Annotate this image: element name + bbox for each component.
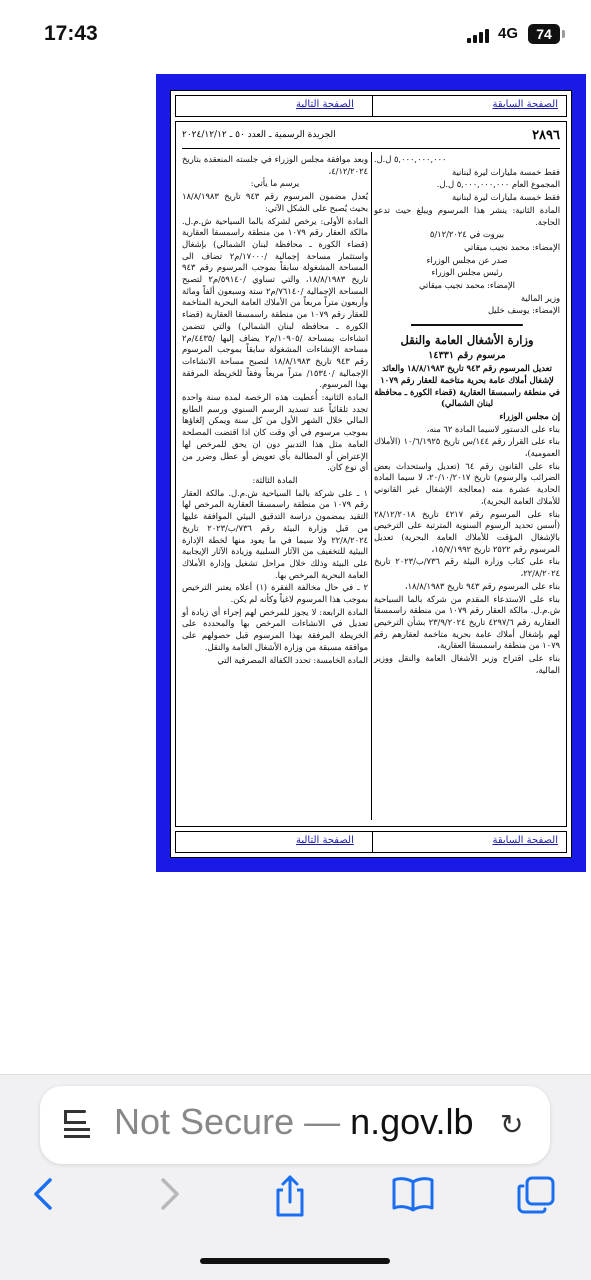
- page-number: ٢٨٩٦: [532, 128, 560, 143]
- preamble-paragraph: بناء على الاستدعاء المقدم من شركة بالما السياحية ش.م.ل. مالكة العقار رقم ١٠٧٩ من منطقة راسمسقا العقارية رقم ٤٢٩٧/٦ تاريخ ٢٣/٩/٢٠٢٤ بشأن الترخيص لهم بإشغال أملاك عامة بحرية متاخمة لعقارهم رقم ١٠٧٩ من منطقة راسمسقا العقارية،: [374, 593, 560, 651]
- left-column: [182, 154, 368, 667]
- preamble-paragraph: بناء على الدستور لاسيما المادة ٦٢ منه،: [426, 423, 560, 434]
- nav-row-bottom: [175, 831, 567, 853]
- preamble-paragraph: بناء على القرار رقم ١٤٤/س تاريخ ١٠/٦/١٩٢٥ (الأملاك العمومية)،: [374, 436, 560, 459]
- budget-line: الإمضاء: يوسف خليل: [488, 305, 560, 316]
- gazette-page: [175, 121, 567, 827]
- budget-line: وزير المالية: [520, 292, 560, 303]
- preamble-paragraph: بناء على المرسوم رقم ٤٢١٧ تاريخ ٢٨/١٢/٢٠١٨ (أسس تحديد الرسوم السنوية المترتبة على الترخيص بالإشغال المؤقت للأملاك العامة البحرية) تعديل المرسوم رقم ٢٥٢٢ تاريخ ١٥/٧/١٩٩٢،: [374, 508, 560, 554]
- article-paragraph: وبعد موافقة مجلس الوزراء في جلسته المنعقدة بتاريخ ٤/١٢/٢٠٢٤،: [182, 154, 368, 176]
- right-column: [374, 154, 560, 677]
- clock: 17:43: [44, 22, 98, 45]
- status-bar: [0, 0, 591, 72]
- gazette-title: الجريدة الرسمية ـ العدد ٥٠ ـ ٢٠٢٤/١٢/١٢: [182, 130, 336, 140]
- battery-icon: 74: [528, 24, 560, 44]
- security-label: Not Secure —: [114, 1101, 351, 1142]
- article-paragraph: ١ ـ على شركة بالما السياحية ش.م.ل. مالكة العقار رقم ١٠٧٩ من منطقة راسمسقا العقارية المرخص لها التقيد بمضمون دراسة التدقيق البيئي الموافقة عليها من قبل وزارة البيئة رقم ٧٣٦/ب/٢٠٢٣ تاريخ ٢٢/٨/٢٠٢٤ ولا سيما في ما يعود منها لخطة الإدارة البيئية للتخفيف من الآثار السلبية وزيادة الآثار الإيجابية على البيئة وذلك خلال مراحل تشغيل وإدارة الأملاك العامة البحرية المرخص بها.: [182, 487, 368, 580]
- article-paragraph: المادة الثانية: أُعطيت هذه الرخصة لمدة سنة واحدة تجدد تلقائياً عند تسديد الرسم السنوي ورسم الطابع المالي خلال الشهر الأول من كل سنة ويمكن إلغاؤها بموجب مرسوم في أي وقت كان اذا اقتضت المصلحة العامة مثل هذا التدبير دون ان يحق للمرخص لها الإعتراض أو المطالبة بأي تعويض أو عطل وضرر من أي نوع كان.: [182, 392, 368, 473]
- tabs-icon[interactable]: [515, 1174, 557, 1216]
- decree-subject: تعديل المرسوم رقم ٩٤٣ تاريخ ١٨/٨/١٩٨٣ والعائد لإشغال أملاك عامة بحرية متاخمة للعقار رقم ١٠٧٩ في منطقة راسمسقا العقارية (قضاء الكورة ـ محافظة لبنان الشمالي): [374, 363, 560, 409]
- forward-icon[interactable]: [155, 1174, 185, 1214]
- article-paragraph: ٢ ـ في حال مخالفة الفقرة (١) أعلاه يعتبر الترخيص بموجب هذا المرسوم لاغياً وكأنه لم يكن.: [182, 582, 368, 605]
- nav-row-top: [175, 95, 567, 117]
- home-indicator: [200, 1258, 390, 1264]
- back-icon[interactable]: [28, 1174, 58, 1214]
- preamble-paragraph: إن مجلس الوزراء: [499, 410, 560, 421]
- bookmarks-icon[interactable]: [390, 1174, 436, 1214]
- reload-icon[interactable]: ↻: [500, 1108, 524, 1141]
- article-paragraph: المادة الرابعة: لا يجوز للمرخص لهم إجراء أي زيادة أو تعديل في الانشاءات المرخص بها والمحددة على الخريطة المرفقة بهذا المرسوم قبل حصولهم على موافقة مسبقة من وزارة الأشغال العامة والنقل.: [182, 606, 368, 652]
- section-separator: [411, 321, 523, 329]
- next-page-link-bottom[interactable]: الصفحة التالية: [296, 835, 354, 846]
- article-paragraph: المادة الثالثة:: [252, 474, 298, 485]
- budget-line: فقط خمسة مليارات ليرة لبنانية: [452, 192, 560, 203]
- signal-icon: [467, 27, 493, 43]
- page-header: [182, 128, 560, 146]
- url-domain: n.gov.lb: [350, 1101, 474, 1142]
- article-paragraph: المادة الأولى: يرخص لشركة بالما السياحية ش.م.ل. مالكة العقار رقم ١٠٧٩ من منطقة راسمسقا العقارية (قضاء الكورة ـ محافظة لبنان الشمالي) بإشغال واستثمار مساحة إجمالية /١٧٠٠٠/م٢ تضاف الى المساحة المشغولة سابقاً بموجب المرسوم رقم ٩٤٣ تاريخ ١٨/٨/١٩٨٣، والتي تساوي /٥٩١٤٠/م٢ لتصبح المساحة الإجمالية /٧٦١٤٠/م٢ ستة وسبعون ألفاً ومائة وأربعون متراً مربعاً من الأملاك العامة البحرية المتاخمة للعقار رقم ١٠٧٩ من منطقة راسمسقا العقارية (قضاء الكورة ـ محافظة لبنان الشمالي) والتي تتضمن انشاءات بمساحة /١٠٩٠٥/م٢ يضاف إليها /٤٤٣٥/م٢ مساحة الإنشاءات المشغولة سابقاً بموجب المرسوم رقم ٩٤٣ تاريخ ١٨/٨/١٩٨٣ لتصبح مساحة الانشاءات الإجمالية /١٥٣٤٠/ متراً مربعاً وفقاً للخريطة المرفقة بهذا المرسوم.: [182, 215, 369, 390]
- budget-line: فقط خمسة مليارات ليرة لبنانية: [452, 166, 560, 177]
- budget-line: ٥,٠٠٠,٠٠٠,٠٠٠ ل.ل.: [374, 154, 447, 164]
- budget-line: رئيس مجلس الوزراء: [431, 267, 503, 278]
- preamble-paragraph: بناء على كتاب وزارة البيئة رقم ٧٣٦/ب/٢٠٢٣ تاريخ ٢٢/٨/٢٠٢٤،: [374, 556, 560, 579]
- reader-icon[interactable]: [64, 1110, 90, 1138]
- article-paragraph: يرسم ما يأتي:: [250, 178, 300, 189]
- preamble-paragraph: بناء على القانون رقم ٦٤ (تعديل واستحداث بعض الضرائب والرسوم) تاريخ ٢٠/١٠/٢٠١٧، لا سيما المادة الحادية عشرة منه (معالجة الإشغال غير القانوني للأملاك العامة البحرية)،: [374, 460, 560, 506]
- battery-tip: [562, 30, 565, 38]
- budget-line: المجموع العام ٥,٠٠٠,٠٠٠,٠٠٠ ل.ل.: [436, 179, 560, 190]
- document-frame: [156, 74, 586, 872]
- budget-line: المادة الثانية: ينشر هذا المرسوم ويبلغ حيث تدعو الحاجة.: [374, 204, 560, 227]
- document-inner: [170, 90, 572, 858]
- prev-page-link-top[interactable]: الصفحة السابقة: [492, 99, 558, 110]
- prev-page-link-bottom[interactable]: الصفحة السابقة: [492, 835, 558, 846]
- budget-line: الإمضاء: محمد نجيب ميقاتي: [464, 241, 560, 252]
- share-icon[interactable]: [272, 1174, 308, 1218]
- article-paragraph: يُعدل مضمون المرسوم رقم ٩٤٣ تاريخ ١٨/٨/١٩٨٣ بحيث يُصبح على الشكل الآتي:: [182, 191, 368, 213]
- preamble-paragraph: بناء على اقتراح وزير الأشغال العامة والنقل ووزير المالية،: [374, 653, 560, 675]
- budget-line: بيروت في ٥/١٢/٢٠٢٤: [429, 229, 505, 240]
- next-page-link-top[interactable]: الصفحة التالية: [296, 99, 354, 110]
- ministry-title: وزارة الأشغال العامة والنقل: [400, 333, 534, 348]
- budget-line: الإمضاء: محمد نجيب ميقاتي: [419, 280, 515, 291]
- decree-title: مرسوم رقم ١٤٣٣١: [428, 350, 506, 362]
- budget-line: صدر عن مجلس الوزراء: [426, 254, 508, 265]
- network-label: 4G: [498, 25, 519, 42]
- preamble-paragraph: بناء على المرسوم رقم ٩٤٣ تاريخ ١٨/٨/١٩٨٣،: [404, 580, 560, 591]
- article-paragraph: المادة الخامسة: تحدد الكفالة المصرفية التي: [217, 654, 368, 665]
- url-text[interactable]: [114, 1101, 474, 1143]
